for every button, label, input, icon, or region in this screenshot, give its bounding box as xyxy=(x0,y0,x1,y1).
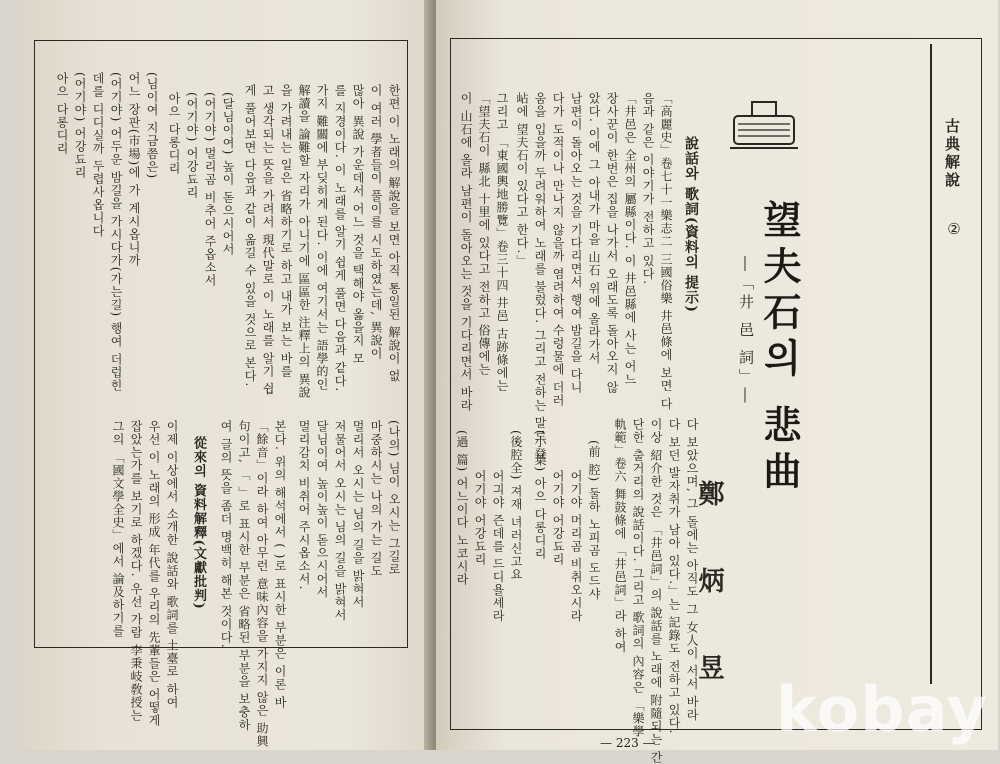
text-column: 다가 도적이나 만나지 않을까 염려하여 수렁물에 더러 xyxy=(551,92,565,407)
text-column: 가지 難關에 부딪히게 된다. 이에 여기서는 語學的인 xyxy=(315,84,329,391)
text-column: 「井邑은 全州의 屬縣이다. 이 井邑縣에 사는 어느 xyxy=(623,92,637,386)
poem-line: (어기야) 멀리곰 비추어 주옵소서 xyxy=(203,92,217,287)
text-column: 잡았는가를 보기로 하겠다. 우선 가람 李秉岐敎授는 xyxy=(129,420,143,722)
text-column: 軌範」卷六 舞鼓條에 「井邑詞」라 하여 xyxy=(613,418,627,654)
page-number: — 223 — xyxy=(600,736,655,750)
text-column: 그리고 「東國輿地勝覽」卷三十四 井邑 古跡條에는 xyxy=(495,92,509,393)
text-column: 이상 紹介한 것은 「井邑詞」의 說話를 노래에 附隨되는 간 xyxy=(649,418,663,764)
text-column: 장사꾼이 한번은 집을 나가서 오래도록 돌아오지 않 xyxy=(605,92,619,394)
text-column: 이제 이상에서 소개한 說話와 歌詞를 土臺로 하여 xyxy=(165,420,179,709)
text-column: 고 생각되는 뜻을 가려서 現代말로 이 노래를 알기 쉽 xyxy=(261,84,275,396)
poem-line: (달님이여) 높이 돋으시어서 xyxy=(221,92,235,256)
poem-line: (어기야) 어강됴리 xyxy=(185,92,199,200)
text-column: 여 글의 뜻을 좀더 명백히 해본 것이다. xyxy=(219,420,233,649)
poem-line: 멀리서 오시는 님의 길을 밝혀서 xyxy=(351,420,365,609)
text-column: 이 山石에 올라 남편이 돌아오는 것을 기다리면서 바라 xyxy=(459,92,473,412)
poem-line: (님이여 지금쯤은) xyxy=(145,72,159,180)
poem-line: 어긔야 즌데를 드디욜셰라 xyxy=(491,470,505,623)
poem-line: 마중하시는 나의 가는 길도 xyxy=(369,420,383,578)
text-column: 움을 입을까 두려워하여 노래를 불렀다. 그리고 전하는 말로 登 xyxy=(533,92,547,461)
text-column: 게 풀어보면 다음과 같이 옮길 수 있을 것으로 본다. xyxy=(243,84,257,388)
poem-line: 어느 장판(市場)에 가 계시옵니까 xyxy=(127,72,141,267)
poem-line: 어기야 어강됴리 xyxy=(551,470,565,566)
text-column: 단한 출거리의 說話이다. 그리고 歌詞의 內容은 「樂學 xyxy=(631,418,645,738)
poem-line: (過 篇) 어느이다 노코시라 xyxy=(455,430,469,586)
series-rule xyxy=(930,44,932,684)
text-column: 남편이 돌아오는 것을 기다리면서 행여 밤길을 다니 xyxy=(569,92,583,394)
poem-line: 멀리감치 비취어 주시옵소서. xyxy=(297,420,311,591)
author-name: 鄭 炳 昱 xyxy=(694,480,724,707)
series-label: 古典解說 xyxy=(943,118,961,190)
text-column: 이 여러 學者들이 풀이를 시도하였는데, 異說이 xyxy=(369,84,383,360)
text-column: 한편 이 노래의 解說을 보면 아직 통일된 解說이 없 xyxy=(387,84,401,383)
text-column: 았다. 이에 그 아내가 마을 山石 위에 올라가서 xyxy=(587,92,601,365)
text-column: 다 보았으며, 그 돌에는 아직도 그 女人이 서서 바라 xyxy=(685,418,699,722)
text-column: 解讀을 論難할 자리가 아니기에 區區한 注釋上의 異說 xyxy=(297,84,311,399)
article-title: 望夫石의 悲曲 xyxy=(757,200,802,498)
section-heading-2: 從來의 資料解釋(文獻批判) xyxy=(191,436,206,610)
text-column: 句이고, 「 」로 표시한 부분은 省略된 부분을 보충하 xyxy=(237,420,251,732)
poem-line: (後腔全) 져재 녀러신고요 xyxy=(509,430,523,581)
poem-line: 어기야 어강됴리 xyxy=(473,470,487,566)
lamp-icon xyxy=(728,98,800,158)
text-column: 「餘音」이라 하여 아무런 意味內容을 가지지 않은 助興 xyxy=(255,420,269,748)
poem-line: 데를 디디실까 두렵사옵니다 xyxy=(91,72,105,238)
poem-line: (나의) 님이 오시는 그길로 xyxy=(387,420,401,576)
text-column: 「望夫石이 縣北 十里에 있다고 전하고 俗傳에는 xyxy=(477,92,491,377)
text-column: 다 보던 발자취가 남아 있다.」는 記錄도 전하고 있다. xyxy=(667,418,681,735)
watermark-logo: kobay xyxy=(776,673,988,746)
poem-line: 아으 다롱디리 xyxy=(167,92,181,175)
series-number: ② xyxy=(945,220,963,239)
poem-line: (어기야) 어강됴리 xyxy=(73,72,87,180)
poem-line: (어기야) 어두운 밤길을 가시다가(가는길) 행여 더럽힌 xyxy=(109,72,123,392)
text-column: 많아 異說 가운데서 어느 것을 택해야 옳을지 모 xyxy=(351,84,365,365)
poem-line: 저물어서 오시는 님의 길을 밝혀서 xyxy=(333,420,347,622)
poem-line: (前 腔) 둘하 노피곰 도드샤 xyxy=(587,440,601,601)
text-column: 岾에 望夫石이 있다고 한다.」 xyxy=(515,92,529,268)
poem-line: 아으 다롱디리 xyxy=(55,72,69,155)
text-column: 그의 「國文學全史」에서 論及하기를 xyxy=(111,420,125,638)
section-heading: 說話와 歌詞(資料의 提示) xyxy=(683,136,699,313)
text-column: 을 가려내는 일은 省略하기로 하고 내가 보는 바를 xyxy=(279,84,293,378)
text-column: 「高麗史」卷七十一樂志二 三國俗樂 井邑條에 보면 다 xyxy=(659,92,673,411)
text-column: 우선 이 노래의 形成 年代를 우리의 先輩들은 어떻게 xyxy=(147,420,161,727)
poem-line: (小 葉) 아으 다롱디리 xyxy=(533,430,547,560)
article-subtitle: ―「井 邑 詞」― xyxy=(737,256,755,407)
text-column: 본다. 위의 해석에서 ( )로 표시한 부분은 이론 바 xyxy=(273,420,287,709)
text-column: 를 지경이다. 이 노래를 알기 쉽게 풀면 다음과 같다. xyxy=(333,84,347,393)
poem-line: 어기야 머리곰 비취오시라 xyxy=(569,470,583,623)
text-column: 음과 같은 이야기가 전하고 있다. xyxy=(641,92,655,286)
poem-line: 달님이여 높이높이 돋으시어서 xyxy=(315,420,329,599)
